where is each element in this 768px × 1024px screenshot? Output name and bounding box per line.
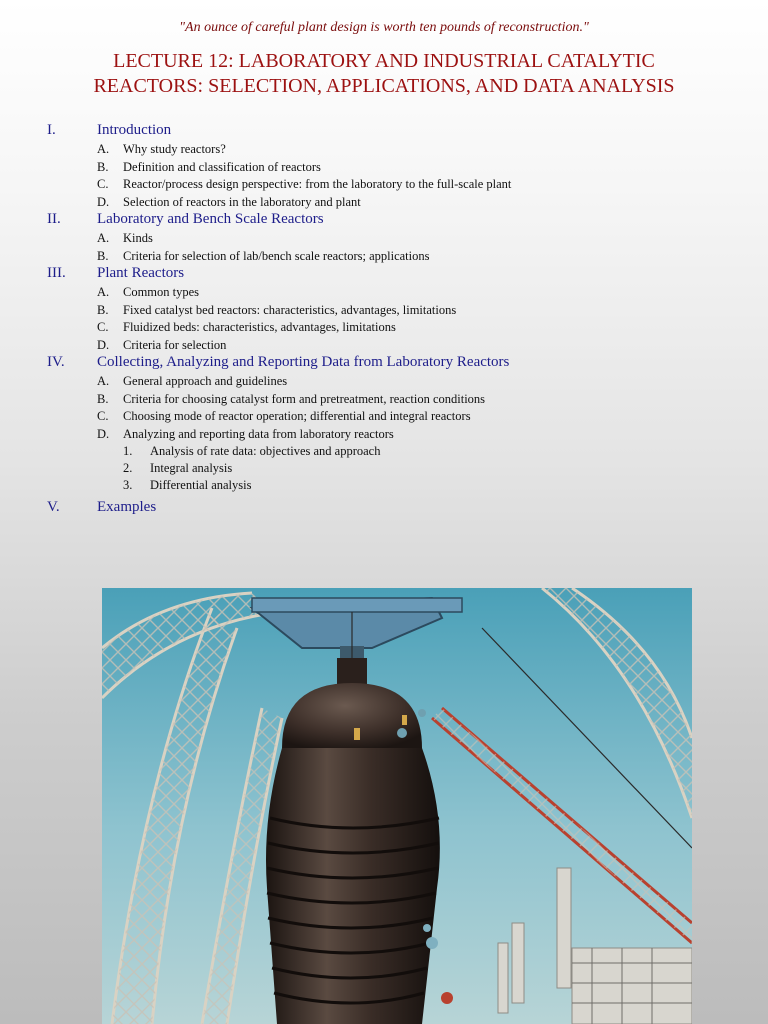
list-subitem xyxy=(0,477,768,494)
item-text: Fluidized beds: characteristics, advantages, limitations xyxy=(123,320,396,334)
section-lab-bench-reactors xyxy=(0,211,768,230)
section-title: Laboratory and Bench Scale Reactors xyxy=(97,211,324,227)
item-text: General approach and guidelines xyxy=(123,374,288,388)
list-subitem xyxy=(0,443,768,460)
list-item xyxy=(0,337,768,355)
list-item xyxy=(0,194,768,212)
subitem-text: Integral analysis xyxy=(150,461,233,475)
list-item xyxy=(0,230,768,248)
list-item xyxy=(0,373,768,391)
item-text: Analyzing and reporting data from laboratory reactors xyxy=(123,426,394,441)
title-line-2: REACTORS: SELECTION, APPLICATIONS, AND DATA ANALYSIS xyxy=(93,75,675,97)
item-letter: A. xyxy=(97,374,110,388)
section-examples xyxy=(0,499,768,518)
item-letter: C. xyxy=(97,409,109,423)
section-number: I. xyxy=(47,122,56,138)
reactor-vessel-photo xyxy=(102,588,692,1024)
list-item xyxy=(0,159,768,177)
item-letter: C. xyxy=(97,320,109,334)
item-letter: A. xyxy=(97,142,110,156)
section-title: Collecting, Analyzing and Reporting Data from Laboratory Reactors xyxy=(97,354,510,370)
title-line-1: LECTURE 12: LABORATORY AND INDUSTRIAL CATALYTIC xyxy=(113,50,655,72)
section-introduction xyxy=(0,122,768,141)
subitem-text: Differential analysis xyxy=(150,478,252,492)
list-item xyxy=(0,319,768,337)
subitem-number: 1. xyxy=(123,444,133,458)
item-text: Definition and classification of reactors xyxy=(123,159,321,174)
list-item xyxy=(0,391,768,409)
item-text: Kinds xyxy=(123,231,153,245)
item-letter: D. xyxy=(97,426,110,441)
item-letter: B. xyxy=(97,159,109,174)
item-letter: A. xyxy=(97,231,110,245)
item-letter: B. xyxy=(97,391,109,406)
item-text: Reactor/process design perspective: from the laboratory to the full-scale plant xyxy=(123,177,512,191)
section-title: Introduction xyxy=(97,122,172,138)
quote: "An ounce of careful plant design is worth ten pounds of reconstruction." xyxy=(179,20,589,35)
page-title xyxy=(20,49,748,99)
item-text: Criteria for choosing catalyst form and pretreatment, reaction conditions xyxy=(123,391,486,406)
section-number: V. xyxy=(47,499,60,515)
section-title: Examples xyxy=(97,499,157,515)
item-text: Common types xyxy=(123,285,200,299)
item-text: Selection of reactors in the laboratory and plant xyxy=(123,194,361,209)
item-letter: B. xyxy=(97,248,109,263)
outline xyxy=(0,122,768,518)
section-number: IV. xyxy=(47,354,65,370)
item-letter: D. xyxy=(97,337,110,352)
section-plant-reactors xyxy=(0,265,768,284)
item-text: Criteria for selection of lab/bench scale reactors; applications xyxy=(123,248,430,263)
section-number: II. xyxy=(47,211,61,227)
section-title: Plant Reactors xyxy=(97,265,185,281)
item-text: Criteria for selection xyxy=(123,337,227,352)
list-item xyxy=(0,302,768,320)
item-letter: C. xyxy=(97,177,109,191)
section-number: III. xyxy=(47,265,66,281)
list-item xyxy=(0,176,768,194)
list-item xyxy=(0,141,768,159)
subitem-number: 2. xyxy=(123,461,133,475)
subitem-number: 3. xyxy=(123,478,133,492)
item-letter: D. xyxy=(97,194,110,209)
list-item xyxy=(0,284,768,302)
item-text: Choosing mode of reactor operation; differential and integral reactors xyxy=(123,409,471,423)
item-text: Why study reactors? xyxy=(123,142,226,156)
item-letter: A. xyxy=(97,285,110,299)
list-item xyxy=(0,248,768,266)
list-item xyxy=(0,408,768,426)
item-text: Fixed catalyst bed reactors: characteristics, advantages, limitations xyxy=(123,302,457,317)
item-letter: B. xyxy=(97,302,109,317)
list-subitem xyxy=(0,460,768,477)
subitem-text: Analysis of rate data: objectives and approach xyxy=(150,444,381,458)
section-collecting-data xyxy=(0,354,768,373)
list-item xyxy=(0,426,768,444)
